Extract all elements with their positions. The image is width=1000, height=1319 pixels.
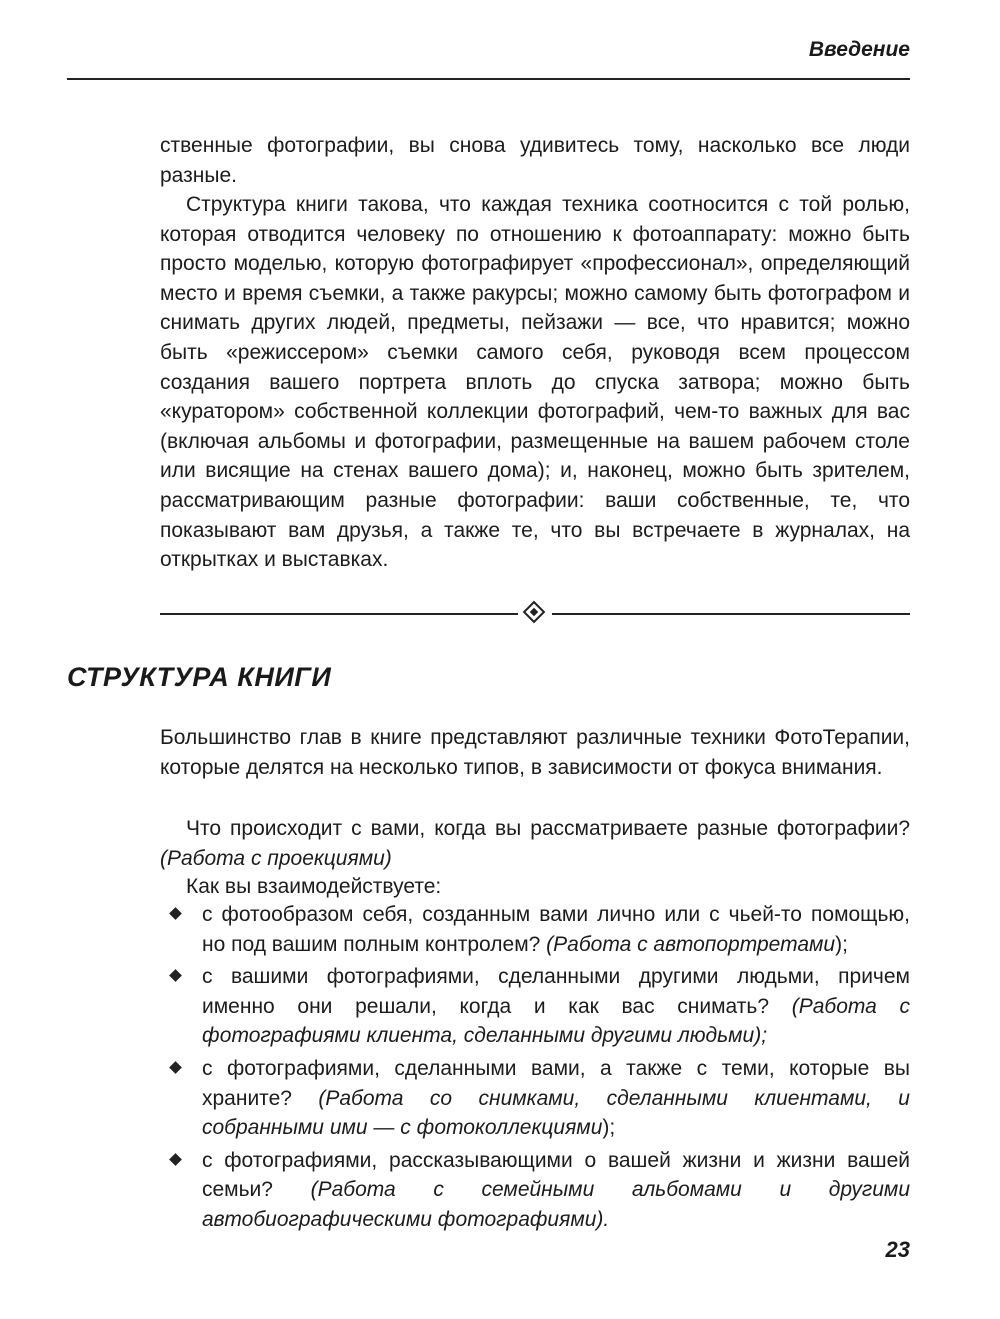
list-item [160, 1054, 910, 1143]
diamond-bullet-icon [169, 969, 182, 982]
list-item-tail: ); [602, 1116, 616, 1140]
technique-list [160, 900, 910, 1238]
list-item-tail: ); [835, 932, 848, 956]
intro-paragraph-structure: Структура книги такова, что каждая техника соотносится с той ролью, которая отводится человеку по отношению к фотоаппарату: можно быть просто моделью, которую фотографирует «профессионал», определяющий место и время съемки, а также ракурсы; можно самому быть фотографом и снимать других людей, предметы, пейзажи — все, что нравится; можно быть «режиссером» съемки самого себя, руководя всем процессом создания вашего портрета вплоть до спуска затвора; можно быть «куратором» собственной коллекции фотографий, чем-то важных для вас (включая альбомы и фотографии, размещенные на вашем рабочем столе или висящие на стенах вашего дома); и, наконец, можно быть зрителем, рассматривающим разные фотографии: ваши собственные, те, что показывают вам друзья, а также те, что вы встречаете в журналах, на открытках и выставках. [160, 193, 910, 572]
list-item [160, 962, 910, 1051]
interaction-lead-in: Как вы взаимодействуете: [186, 875, 442, 898]
section-title: СТРУКТУРА КНИГИ [67, 662, 332, 692]
list-item-note: (Работа с автопортретами [546, 932, 836, 956]
projection-question-text: Что происходит с вами, когда вы рассматриваете разные фотографии? [186, 817, 910, 840]
diamond-ornament-icon [523, 601, 546, 624]
list-item-text: с вашими фотографиями, сделанными другими людьми, причем именно они решали, когда и как вас снимать? [202, 965, 910, 1018]
projection-question-paragraph [160, 814, 910, 873]
section-intro-paragraph: Большинство глав в книге представляют различные техники ФотоТерапии, которые делятся на несколько типов, в зависимости от фокуса внимания. [160, 726, 910, 779]
header-rule [67, 78, 910, 80]
list-item-text: с фотообразом себя, созданным вами лично или с чьей-то помощью, но под вашим полным контролем? [202, 903, 910, 956]
diamond-bullet-icon [169, 1061, 182, 1074]
list-item-text: с фотографиями, рассказывающими о вашей жизни и жизни вашей семьи? [202, 1148, 910, 1202]
list-item-note: (Работа с фотографиями клиента, сделанными другими людьми); [202, 994, 910, 1048]
list-item-note: (Работа с семейными альбомами и другими автобиографическими фотографиями). [202, 1178, 910, 1231]
diamond-bullet-icon [169, 1153, 182, 1166]
divider-line-left [160, 613, 518, 615]
running-header: Введение [808, 38, 910, 61]
intro-paragraph-continued: ственные фотографии, вы снова удивитесь тому, насколько все люди разные. [160, 134, 910, 187]
list-item [160, 900, 910, 959]
list-item [160, 1146, 910, 1235]
page-number: 23 [885, 1237, 910, 1262]
projection-note: (Работа с проекциями) [160, 846, 392, 870]
list-item-text: с фотографиями, сделанными вами, а также с теми, которые вы храните? [202, 1056, 910, 1110]
section-divider [160, 600, 910, 626]
list-item-note: (Работа со снимками, сделанными клиентами, и собранными ими — с фотоколлекциями [202, 1086, 910, 1140]
divider-line-right [552, 613, 910, 615]
diamond-bullet-icon [169, 907, 182, 920]
